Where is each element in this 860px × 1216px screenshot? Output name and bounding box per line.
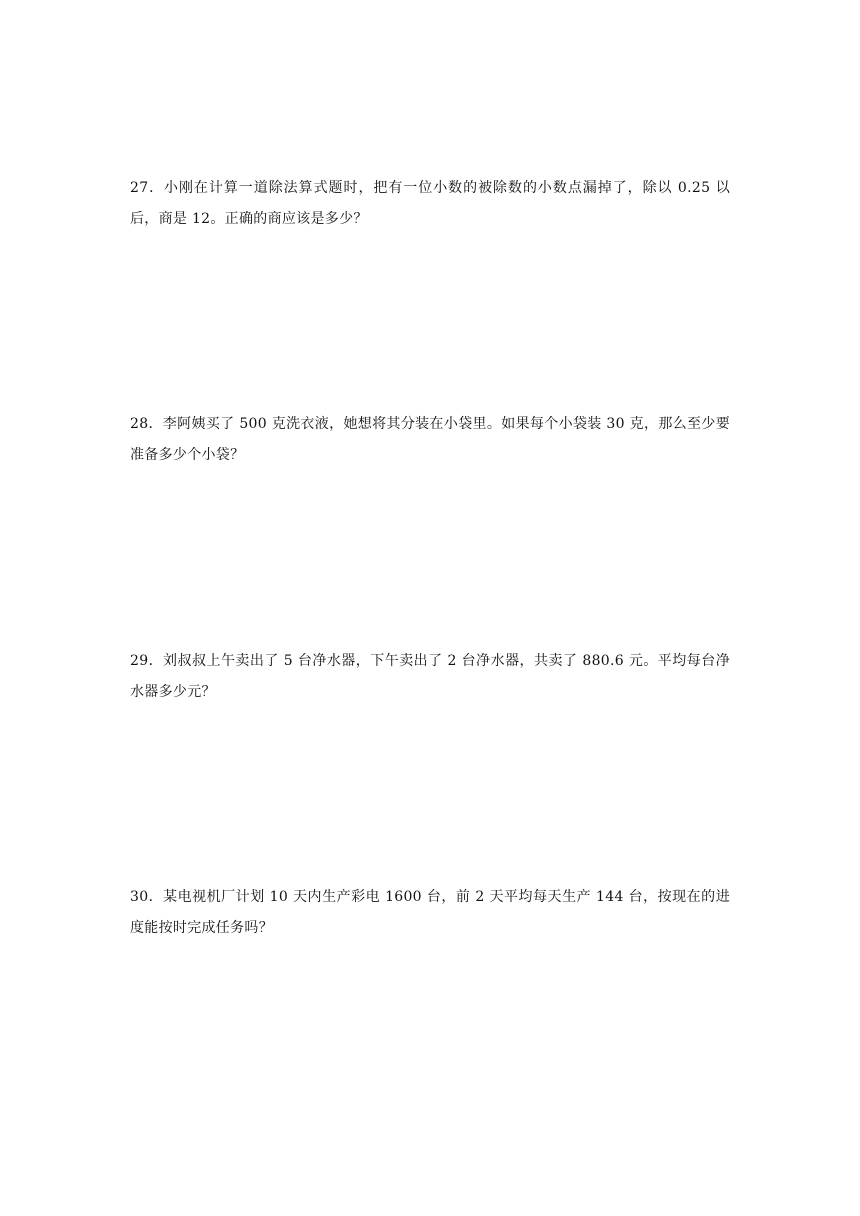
question-28: 28．李阿姨买了 500 克洗衣液，她想将其分装在小袋里。如果每个小袋装 30 克，那么至少要准备多少个小袋？ [130,416,730,463]
question-29: 29．刘叔叔上午卖出了 5 台净水器，下午卖出了 2 台净水器，共卖了 880.6 元。平均每台净水器多少元？ [130,653,730,700]
question-30: 30．某电视机厂计划 10 天内生产彩电 1600 台，前 2 天平均每天生产 144 台，按现在的进度能按时完成任务吗？ [130,889,730,936]
question-27: 27．小刚在计算一道除法算式题时，把有一位小数的被除数的小数点漏掉了，除以 0.25 以后，商是 12。正确的商应该是多少？ [130,180,730,227]
